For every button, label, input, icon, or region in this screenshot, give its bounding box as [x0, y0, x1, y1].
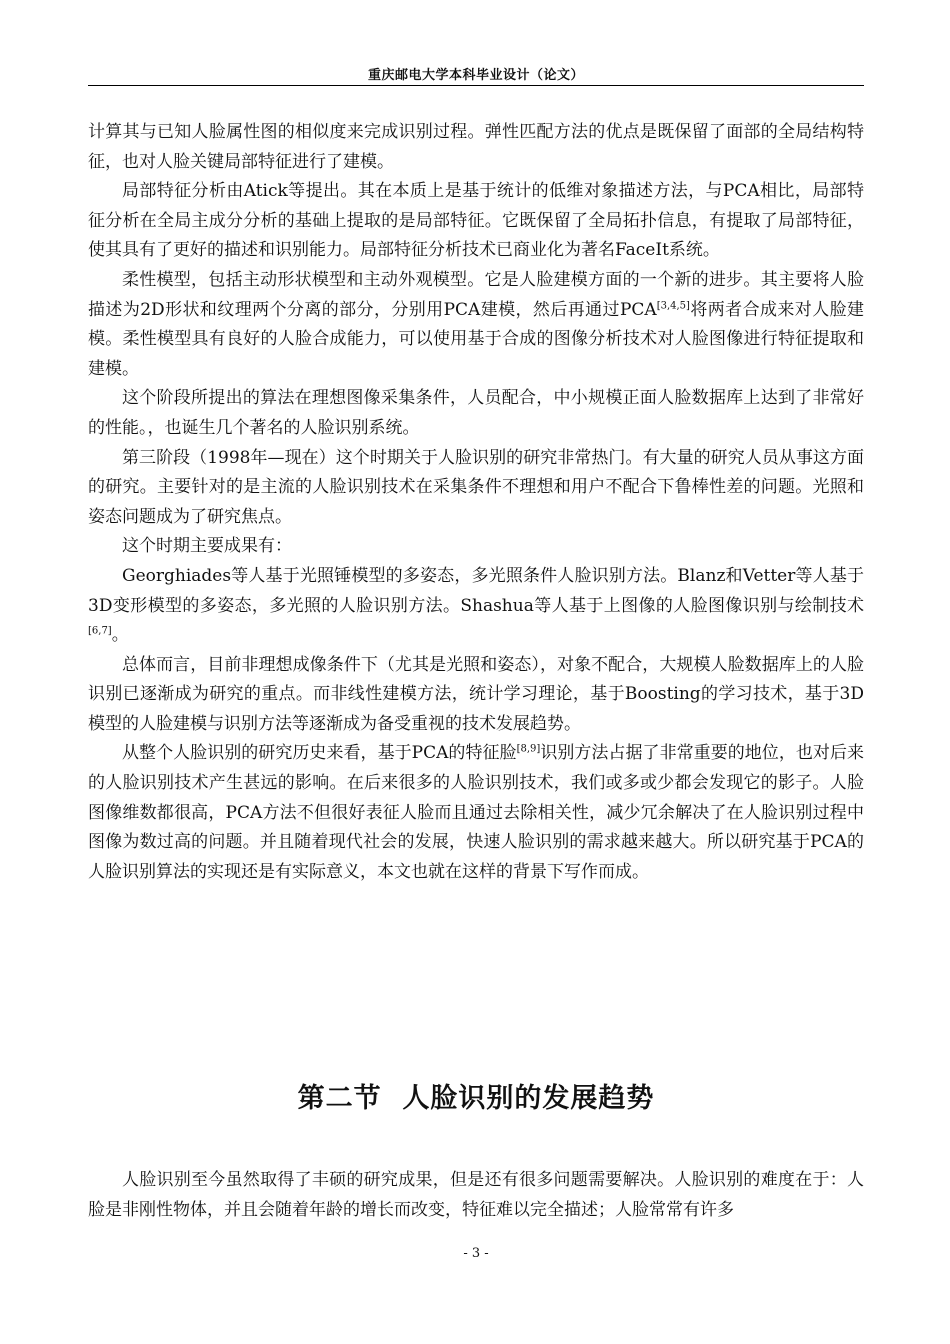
- paragraph-text: Georghiades等人基于光照锤模型的多姿态，多光照条件人脸识别方法。Blanz和Vetter等人基于3D变形模型的多姿态，多光照的人脸识别方法。Shashua等人基于上图像的人脸图像识别与绘制技术: [88, 565, 864, 616]
- paragraph-results-intro: 这个时期主要成果有：: [122, 536, 292, 557]
- paragraph-text: 将两者合成来对人脸建模。柔性模型具有良好的人脸合成能力，可以使用基于合成的图像分析技术对人脸图像进行特征提取和建模。: [88, 299, 865, 379]
- citation-ref: [3,4,5]: [656, 299, 690, 311]
- paragraph-results: [88, 562, 864, 651]
- paragraph-stage-summary: 这个阶段所提出的算法在理想图像采集条件，人员配合，中小规模正面人脸数据库上达到了非常好的性能。，也诞生几个著名的人脸识别系统。: [88, 388, 864, 438]
- paragraph-text: 。: [111, 625, 129, 646]
- paragraph-third-stage: 第三阶段（1998年—现在）这个时期关于人脸识别的研究非常热门。有大量的研究人员从事这方面的研究。主要针对的是主流的人脸识别技术在采集条件不理想和用户不配合下鲁棒性差的问题。光照和姿态问题成为了研究焦点。: [88, 447, 864, 527]
- paragraph-overall: 总体而言，目前非理想成像条件下（尤其是光照和姿态），对象不配合，大规模人脸数据库上的人脸识别已逐渐成为研究的重点。而非线性建模方法，统计学习理论，基于Boosting的学习技术，基于3D模型的人脸建模与识别方法等逐渐成为备受重视的技术发展趋势。: [88, 654, 864, 734]
- paragraph-text: 柔性模型，包括主动形状模型和主动外观模型。它是人脸建模方面的一个新的进步。其主要将人脸描述为2D形状和纹理两个分离的部分，分别用PCA建模，然后再通过PCA: [88, 269, 864, 320]
- paragraph-local-feature-analysis: 局部特征分析由Atick等提出。其在本质上是基于统计的低维对象描述方法，与PCA相比，局部特征分析在全局主成分分析的基础上提取的是局部特征。它既保留了全局拓扑信息，有提取了局部特征，使其具有了更好的描述和识别能力。局部特征分析技术已商业化为著名FaceIt系统。: [88, 181, 864, 261]
- paragraph-history: [88, 739, 864, 887]
- page-number: - 3 -: [463, 1246, 489, 1261]
- section-heading: 第二节 人脸识别的发展趋势: [297, 1083, 655, 1114]
- section-body: [88, 1166, 864, 1225]
- citation-ref: [8,9]: [516, 743, 541, 755]
- paragraph-trend-intro: 人脸识别至今虽然取得了丰硕的研究成果，但是还有很多问题需要解决。人脸识别的难度在于：人脸是非刚性物体，并且会随着年龄的增长而改变，特征难以完全描述；人脸常常有许多: [88, 1170, 864, 1220]
- header-rule: [88, 85, 864, 86]
- paragraph-text: 从整个人脸识别的研究历史来看，基于PCA的特征脸: [122, 743, 517, 764]
- citation-ref: [6,7]: [88, 625, 112, 637]
- paragraph-flexible-model: [88, 266, 864, 384]
- running-header: 重庆邮电大学本科毕业设计（论文）: [367, 68, 584, 83]
- paragraph-text: 识别方法占据了非常重要的地位，也对后来的人脸识别技术产生甚远的影响。在后来很多的人脸识别技术，我们或多或少都会发现它的影子。人脸图像维数都很高，PCA方法不但很好表征人脸而且通过去除相关性，减少冗余解决了在人脸识别过程中图像为数过高的问题。并且随着现代社会的发展，快速人脸识别的需求越来越大。所以研究基于PCA的人脸识别算法的实现还是有实际意义，本文也就在这样的背景下写作而成。: [88, 743, 864, 882]
- paragraph-continued: 计算其与已知人脸属性图的相似度来完成识别过程。弹性匹配方法的优点是既保留了面部的全局结构特征，也对人脸关键局部特征进行了建模。: [88, 122, 864, 172]
- body-text: [88, 118, 864, 887]
